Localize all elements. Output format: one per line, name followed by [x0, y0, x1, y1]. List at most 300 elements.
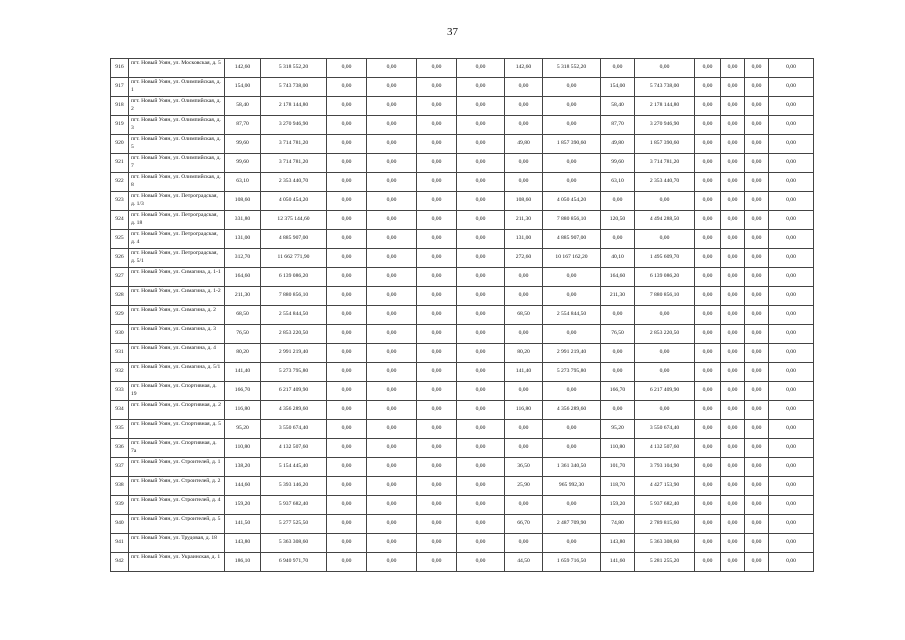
- value-cell: 0,00: [417, 173, 457, 192]
- value-cell: 76,50: [601, 325, 635, 344]
- row-number: 927: [111, 268, 129, 287]
- value-cell: 101,70: [601, 458, 635, 477]
- value-cell: 58,40: [601, 97, 635, 116]
- value-cell: 3 714 781,20: [635, 154, 695, 173]
- value-cell: 0,00: [721, 515, 745, 534]
- value-cell: 0,00: [721, 230, 745, 249]
- value-cell: 0,00: [721, 249, 745, 268]
- value-cell: 0,00: [327, 154, 367, 173]
- value-cell: 0,00: [745, 97, 769, 116]
- address-cell: пгт. Новый Уоян, ул. Симагина, д. 1-2: [129, 287, 225, 306]
- value-cell: 0,00: [327, 325, 367, 344]
- value-cell: 131,00: [225, 230, 261, 249]
- value-cell: 0,00: [635, 401, 695, 420]
- value-cell: 5 743 738,00: [635, 78, 695, 97]
- value-cell: 0,00: [417, 287, 457, 306]
- value-cell: 5 363 308,60: [261, 534, 327, 553]
- value-cell: 5 318 552,20: [543, 59, 601, 78]
- value-cell: 965 992,30: [543, 477, 601, 496]
- value-cell: 211,30: [601, 287, 635, 306]
- value-cell: 99,60: [225, 154, 261, 173]
- value-cell: 164,60: [225, 268, 261, 287]
- value-cell: 0,00: [769, 268, 814, 287]
- value-cell: 58,40: [225, 97, 261, 116]
- value-cell: 0,00: [769, 496, 814, 515]
- value-cell: 159,20: [225, 496, 261, 515]
- value-cell: 4 885 907,00: [261, 230, 327, 249]
- value-cell: 2 554 844,50: [543, 306, 601, 325]
- value-cell: 0,00: [745, 116, 769, 135]
- value-cell: 0,00: [745, 344, 769, 363]
- value-cell: 0,00: [695, 458, 721, 477]
- value-cell: 0,00: [327, 553, 367, 572]
- value-cell: 110,80: [225, 439, 261, 458]
- row-number: 922: [111, 173, 129, 192]
- value-cell: 0,00: [695, 230, 721, 249]
- value-cell: 80,20: [225, 344, 261, 363]
- value-cell: 0,00: [457, 154, 505, 173]
- value-cell: 144,60: [225, 477, 261, 496]
- table-row: [111, 439, 814, 458]
- table-row: [111, 477, 814, 496]
- value-cell: 0,00: [505, 97, 543, 116]
- row-number: 916: [111, 59, 129, 78]
- table-row: [111, 553, 814, 572]
- value-cell: 0,00: [327, 515, 367, 534]
- value-cell: 0,00: [745, 59, 769, 78]
- table-row: [111, 249, 814, 268]
- value-cell: 0,00: [695, 78, 721, 97]
- value-cell: 0,00: [601, 59, 635, 78]
- value-cell: 312,70: [225, 249, 261, 268]
- value-cell: 0,00: [417, 420, 457, 439]
- value-cell: 5 937 682,40: [635, 496, 695, 515]
- value-cell: 0,00: [327, 344, 367, 363]
- value-cell: 0,00: [769, 192, 814, 211]
- value-cell: 0,00: [769, 230, 814, 249]
- value-cell: 0,00: [417, 306, 457, 325]
- value-cell: 1 857 390,60: [635, 135, 695, 154]
- value-cell: 63,10: [601, 173, 635, 192]
- address-cell: пгт. Новый Уоян, ул. Спортивная, д. 7а: [129, 439, 225, 458]
- value-cell: 0,00: [457, 382, 505, 401]
- value-cell: 0,00: [417, 382, 457, 401]
- table-row: [111, 534, 814, 553]
- value-cell: 0,00: [543, 287, 601, 306]
- row-number: 928: [111, 287, 129, 306]
- value-cell: 0,00: [367, 344, 417, 363]
- value-cell: 0,00: [417, 344, 457, 363]
- value-cell: 166,70: [225, 382, 261, 401]
- value-cell: 0,00: [745, 325, 769, 344]
- value-cell: 120,50: [601, 211, 635, 230]
- address-cell: пгт. Новый Уоян, ул. Олимпийская, д. 1: [129, 78, 225, 97]
- value-cell: 0,00: [721, 477, 745, 496]
- value-cell: 0,00: [327, 477, 367, 496]
- value-cell: 6 217 409,90: [261, 382, 327, 401]
- value-cell: 0,00: [601, 306, 635, 325]
- value-cell: 0,00: [721, 382, 745, 401]
- value-cell: 0,00: [417, 135, 457, 154]
- value-cell: 141,40: [505, 363, 543, 382]
- value-cell: 0,00: [745, 515, 769, 534]
- value-cell: 0,00: [327, 78, 367, 97]
- value-cell: 0,00: [367, 496, 417, 515]
- value-cell: 0,00: [367, 363, 417, 382]
- value-cell: 0,00: [745, 496, 769, 515]
- value-cell: 0,00: [769, 97, 814, 116]
- table-row: [111, 211, 814, 230]
- value-cell: 0,00: [367, 477, 417, 496]
- value-cell: 4 356 289,60: [261, 401, 327, 420]
- value-cell: 5 273 795,80: [261, 363, 327, 382]
- value-cell: 0,00: [721, 363, 745, 382]
- address-cell: пгт. Новый Уоян, ул. Петроградская, д. 18: [129, 211, 225, 230]
- value-cell: 0,00: [367, 325, 417, 344]
- value-cell: 0,00: [457, 344, 505, 363]
- row-number: 939: [111, 496, 129, 515]
- value-cell: 0,00: [769, 401, 814, 420]
- row-number: 923: [111, 192, 129, 211]
- value-cell: 2 353 440,70: [635, 173, 695, 192]
- value-cell: 0,00: [367, 116, 417, 135]
- value-cell: 166,70: [601, 382, 635, 401]
- value-cell: 0,00: [769, 249, 814, 268]
- value-cell: 0,00: [721, 496, 745, 515]
- value-cell: 0,00: [745, 287, 769, 306]
- value-cell: 0,00: [505, 78, 543, 97]
- value-cell: 0,00: [543, 116, 601, 135]
- value-cell: 211,30: [225, 287, 261, 306]
- value-cell: 0,00: [635, 230, 695, 249]
- value-cell: 0,00: [543, 97, 601, 116]
- value-cell: 0,00: [417, 534, 457, 553]
- value-cell: 0,00: [695, 59, 721, 78]
- table-row: [111, 268, 814, 287]
- value-cell: 0,00: [457, 287, 505, 306]
- address-cell: пгт. Новый Уоян, ул. Симагина, д. 3: [129, 325, 225, 344]
- value-cell: 0,00: [745, 192, 769, 211]
- value-cell: 0,00: [367, 458, 417, 477]
- table-row: [111, 363, 814, 382]
- value-cell: 0,00: [721, 325, 745, 344]
- value-cell: 0,00: [721, 534, 745, 553]
- value-cell: 0,00: [721, 306, 745, 325]
- value-cell: 0,00: [745, 78, 769, 97]
- value-cell: 0,00: [745, 135, 769, 154]
- value-cell: 0,00: [367, 211, 417, 230]
- value-cell: 1 495 609,70: [635, 249, 695, 268]
- value-cell: 0,00: [457, 439, 505, 458]
- value-cell: 0,00: [505, 420, 543, 439]
- value-cell: 0,00: [327, 192, 367, 211]
- value-cell: 0,00: [745, 173, 769, 192]
- value-cell: 0,00: [721, 458, 745, 477]
- value-cell: 0,00: [543, 78, 601, 97]
- row-number: 920: [111, 135, 129, 154]
- value-cell: 0,00: [721, 135, 745, 154]
- value-cell: 0,00: [745, 382, 769, 401]
- value-cell: 0,00: [695, 496, 721, 515]
- value-cell: 141,50: [225, 515, 261, 534]
- value-cell: 2 853 220,50: [261, 325, 327, 344]
- row-number: 933: [111, 382, 129, 401]
- value-cell: 0,00: [635, 306, 695, 325]
- row-number: 938: [111, 477, 129, 496]
- value-cell: 0,00: [327, 211, 367, 230]
- value-cell: 110,80: [601, 439, 635, 458]
- value-cell: 0,00: [769, 477, 814, 496]
- value-cell: 0,00: [417, 154, 457, 173]
- value-cell: 0,00: [745, 249, 769, 268]
- value-cell: 0,00: [769, 78, 814, 97]
- address-cell: пгт. Новый Уоян, ул. Симагина, д. 5/1: [129, 363, 225, 382]
- value-cell: 0,00: [543, 173, 601, 192]
- value-cell: 1 857 390,60: [543, 135, 601, 154]
- value-cell: 0,00: [327, 496, 367, 515]
- value-cell: 1 659 716,50: [543, 553, 601, 572]
- value-cell: 4 050 454,20: [543, 192, 601, 211]
- value-cell: 3 793 104,90: [635, 458, 695, 477]
- value-cell: 0,00: [457, 78, 505, 97]
- value-cell: 0,00: [417, 116, 457, 135]
- value-cell: 2 554 844,50: [261, 306, 327, 325]
- value-cell: 3 550 674,40: [261, 420, 327, 439]
- value-cell: 0,00: [769, 173, 814, 192]
- value-cell: 0,00: [327, 287, 367, 306]
- value-cell: 0,00: [745, 211, 769, 230]
- address-cell: пгт. Новый Уоян, ул. Спортивная, д. 5: [129, 420, 225, 439]
- value-cell: 0,00: [769, 287, 814, 306]
- value-cell: 4 885 907,00: [543, 230, 601, 249]
- value-cell: 0,00: [505, 382, 543, 401]
- value-cell: 0,00: [721, 439, 745, 458]
- value-cell: 0,00: [327, 173, 367, 192]
- address-cell: пгт. Новый Уоян, ул. Олимпийская, д. 5: [129, 135, 225, 154]
- value-cell: 0,00: [721, 401, 745, 420]
- value-cell: 40,10: [601, 249, 635, 268]
- table-row: [111, 154, 814, 173]
- value-cell: 0,00: [327, 439, 367, 458]
- value-cell: 0,00: [417, 439, 457, 458]
- value-cell: 0,00: [543, 382, 601, 401]
- value-cell: 76,50: [225, 325, 261, 344]
- address-cell: пгт. Новый Уоян, ул. Строителей, д. 2: [129, 477, 225, 496]
- value-cell: 0,00: [505, 268, 543, 287]
- value-cell: 0,00: [327, 249, 367, 268]
- value-cell: 143,80: [225, 534, 261, 553]
- value-cell: 0,00: [695, 344, 721, 363]
- value-cell: 0,00: [769, 59, 814, 78]
- value-cell: 0,00: [327, 363, 367, 382]
- value-cell: 0,00: [417, 477, 457, 496]
- row-number: 940: [111, 515, 129, 534]
- value-cell: 0,00: [417, 325, 457, 344]
- value-cell: 68,50: [505, 306, 543, 325]
- value-cell: 116,80: [225, 401, 261, 420]
- value-cell: 4 050 454,20: [261, 192, 327, 211]
- value-cell: 0,00: [745, 268, 769, 287]
- value-cell: 2 789 815,60: [635, 515, 695, 534]
- address-cell: пгт. Новый Уоян, ул. Трудовая, д. 18: [129, 534, 225, 553]
- table-row: [111, 496, 814, 515]
- value-cell: 0,00: [769, 344, 814, 363]
- address-cell: пгт. Новый Уоян, ул. Олимпийская, д. 3: [129, 116, 225, 135]
- value-cell: 0,00: [505, 439, 543, 458]
- value-cell: 0,00: [327, 306, 367, 325]
- value-cell: 0,00: [543, 154, 601, 173]
- row-number: 917: [111, 78, 129, 97]
- value-cell: 1 361 340,50: [543, 458, 601, 477]
- value-cell: 0,00: [417, 192, 457, 211]
- value-cell: 0,00: [745, 439, 769, 458]
- value-cell: 0,00: [721, 173, 745, 192]
- value-cell: 36,50: [505, 458, 543, 477]
- value-cell: 0,00: [745, 401, 769, 420]
- value-cell: 0,00: [721, 97, 745, 116]
- value-cell: 0,00: [769, 439, 814, 458]
- value-cell: 0,00: [601, 344, 635, 363]
- value-cell: 0,00: [635, 363, 695, 382]
- value-cell: 0,00: [457, 325, 505, 344]
- value-cell: 11 662 771,90: [261, 249, 327, 268]
- value-cell: 0,00: [417, 249, 457, 268]
- value-cell: 0,00: [721, 553, 745, 572]
- value-cell: 0,00: [457, 401, 505, 420]
- value-cell: 63,10: [225, 173, 261, 192]
- value-cell: 0,00: [367, 97, 417, 116]
- value-cell: 0,00: [367, 154, 417, 173]
- value-cell: 108,60: [505, 192, 543, 211]
- value-cell: 0,00: [327, 534, 367, 553]
- value-cell: 0,00: [457, 496, 505, 515]
- table-row: [111, 515, 814, 534]
- table-row: [111, 135, 814, 154]
- value-cell: 2 991 219,40: [261, 344, 327, 363]
- value-cell: 3 270 946,90: [261, 116, 327, 135]
- value-cell: 4 427 153,90: [635, 477, 695, 496]
- value-cell: 2 178 144,80: [261, 97, 327, 116]
- row-number: 935: [111, 420, 129, 439]
- value-cell: 2 178 144,80: [635, 97, 695, 116]
- table-row: [111, 420, 814, 439]
- row-number: 932: [111, 363, 129, 382]
- row-number: 934: [111, 401, 129, 420]
- address-cell: пгт. Новый Уоян, ул. Петроградская, д. 1/3: [129, 192, 225, 211]
- value-cell: 142,60: [505, 59, 543, 78]
- value-cell: 0,00: [695, 439, 721, 458]
- value-cell: 5 393 146,20: [261, 477, 327, 496]
- value-cell: 44,50: [505, 553, 543, 572]
- value-cell: 6 139 086,20: [261, 268, 327, 287]
- value-cell: 0,00: [327, 97, 367, 116]
- address-cell: пгт. Новый Уоян, ул. Строителей, д. 4: [129, 496, 225, 515]
- value-cell: 6 217 409,90: [635, 382, 695, 401]
- value-cell: 0,00: [721, 420, 745, 439]
- value-cell: 0,00: [417, 401, 457, 420]
- value-cell: 0,00: [769, 135, 814, 154]
- value-cell: 95,20: [601, 420, 635, 439]
- value-cell: 108,60: [225, 192, 261, 211]
- value-cell: 0,00: [695, 306, 721, 325]
- value-cell: 0,00: [457, 363, 505, 382]
- address-cell: пгт. Новый Уоян, ул. Симагина, д. 4: [129, 344, 225, 363]
- value-cell: 5 743 738,00: [261, 78, 327, 97]
- value-cell: 0,00: [635, 344, 695, 363]
- value-cell: 6 940 971,70: [261, 553, 327, 572]
- value-cell: 0,00: [745, 420, 769, 439]
- value-cell: 2 353 440,70: [261, 173, 327, 192]
- value-cell: 0,00: [417, 458, 457, 477]
- address-cell: пгт. Новый Уоян, ул. Олимпийская, д. 2: [129, 97, 225, 116]
- address-cell: пгт. Новый Уоян, ул. Московская, д. 5: [129, 59, 225, 78]
- value-cell: 0,00: [457, 173, 505, 192]
- value-cell: 0,00: [745, 477, 769, 496]
- value-cell: 118,70: [601, 477, 635, 496]
- value-cell: 0,00: [745, 154, 769, 173]
- value-cell: 0,00: [695, 382, 721, 401]
- value-cell: 0,00: [417, 211, 457, 230]
- value-cell: 0,00: [695, 97, 721, 116]
- value-cell: 6 139 086,20: [635, 268, 695, 287]
- value-cell: 0,00: [505, 325, 543, 344]
- table-row: [111, 287, 814, 306]
- row-number: 929: [111, 306, 129, 325]
- value-cell: 0,00: [543, 268, 601, 287]
- value-cell: 0,00: [457, 458, 505, 477]
- value-cell: 0,00: [367, 287, 417, 306]
- value-cell: 272,60: [505, 249, 543, 268]
- value-cell: 0,00: [695, 116, 721, 135]
- value-cell: 0,00: [543, 496, 601, 515]
- value-cell: 0,00: [457, 230, 505, 249]
- value-cell: 0,00: [367, 382, 417, 401]
- value-cell: 0,00: [721, 78, 745, 97]
- value-cell: 0,00: [327, 458, 367, 477]
- value-cell: 0,00: [769, 534, 814, 553]
- value-cell: 0,00: [721, 116, 745, 135]
- value-cell: 0,00: [457, 249, 505, 268]
- value-cell: 0,00: [695, 534, 721, 553]
- value-cell: 116,80: [505, 401, 543, 420]
- value-cell: 0,00: [367, 268, 417, 287]
- value-cell: 0,00: [457, 515, 505, 534]
- value-cell: 0,00: [417, 78, 457, 97]
- value-cell: 0,00: [721, 192, 745, 211]
- value-cell: 0,00: [769, 553, 814, 572]
- value-cell: 7 880 856,10: [543, 211, 601, 230]
- row-number: 937: [111, 458, 129, 477]
- value-cell: 0,00: [505, 496, 543, 515]
- row-number: 926: [111, 249, 129, 268]
- value-cell: 68,50: [225, 306, 261, 325]
- value-cell: 141,40: [225, 363, 261, 382]
- value-cell: 0,00: [769, 382, 814, 401]
- value-cell: 0,00: [769, 211, 814, 230]
- value-cell: 0,00: [367, 173, 417, 192]
- value-cell: 0,00: [417, 496, 457, 515]
- value-cell: 0,00: [769, 363, 814, 382]
- value-cell: 5 281 255,20: [635, 553, 695, 572]
- value-cell: 0,00: [457, 211, 505, 230]
- value-cell: 0,00: [721, 344, 745, 363]
- value-cell: 0,00: [745, 553, 769, 572]
- value-cell: 0,00: [417, 553, 457, 572]
- row-number: 919: [111, 116, 129, 135]
- value-cell: 5 154 445,40: [261, 458, 327, 477]
- value-cell: 0,00: [695, 287, 721, 306]
- address-cell: пгт. Новый Уоян, ул. Спортивная, д. 2: [129, 401, 225, 420]
